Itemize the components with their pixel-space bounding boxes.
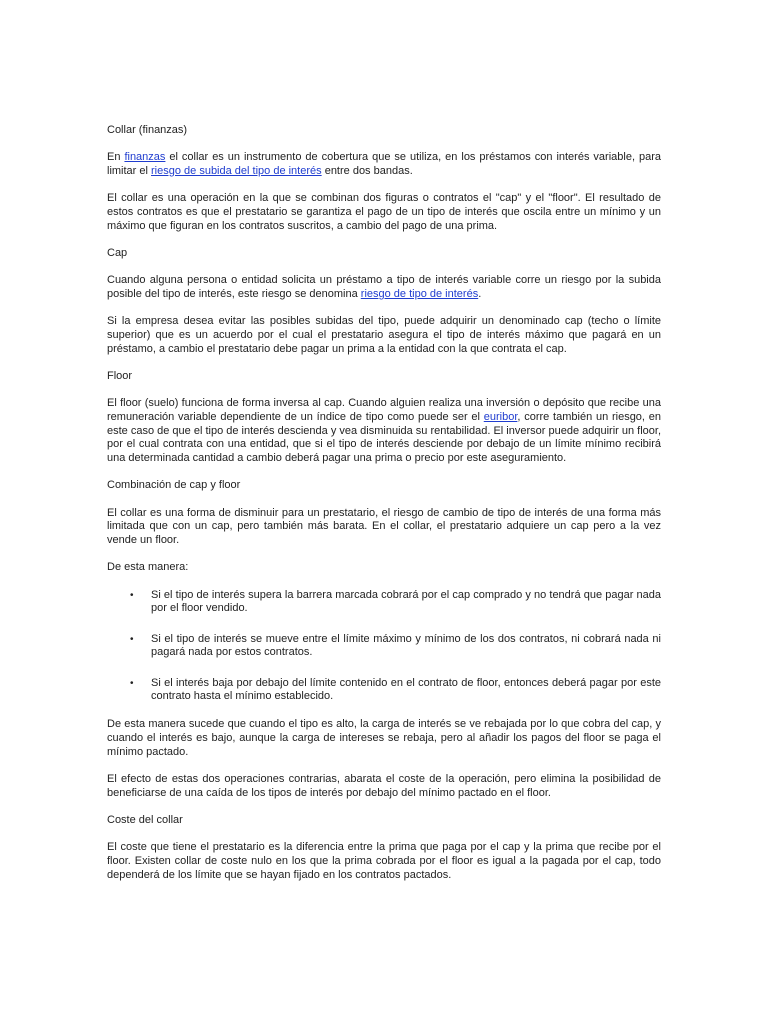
combination-paragraph-3: De esta manera sucede que cuando el tipo es alto, la carga de interés se ve rebajada por lo que cobra del cap, y cuando el interés es bajo, aunque la carga de intereses se rebaja, pero al añadir los pagos del floor se paga el mínimo pactado. <box>107 718 661 758</box>
floor-paragraph-1 <box>107 397 661 466</box>
document-body <box>107 124 661 896</box>
link-finanzas[interactable]: finanzas <box>124 151 166 164</box>
combination-paragraph-2: De esta manera: <box>107 561 189 574</box>
bullet-list <box>107 589 661 705</box>
intro-text-b: el collar es un instrumento de cobertura que se utiliza, en los préstamos con interés variable, para limitar el <box>107 151 661 177</box>
bullet-icon: • <box>130 633 134 645</box>
cap-text-b: . <box>478 287 482 300</box>
list-item <box>107 633 661 661</box>
cap-paragraph-2: Si la empresa desea evitar las posibles subidas del tipo, puede adquirir un denominado cap (techo o límite superior) que es un acuerdo por el cual el prestatario asegura el tipo de interés máximo que pagará en un préstamo, a cambio el prestatario debe pagar un prima a la entidad con la que contrata el cap. <box>107 315 661 355</box>
link-riesgo-subida[interactable]: riesgo de subida del tipo de interés <box>151 164 322 177</box>
document-title: Collar (finanzas) <box>107 124 188 136</box>
cap-paragraph-1 <box>107 274 661 302</box>
intro-text-c: entre dos bandas. <box>321 164 413 177</box>
list-item <box>107 677 661 705</box>
cost-paragraph-1: El coste que tiene el prestatario es la diferencia entre la prima que paga por el cap y la prima que recibe por el floor. Existen collar de coste nulo en los que la prima cobrada por el floor es igual a la pagada por el cap, todo dependerá de los límite que se hayan fijado en los contratos pactados. <box>107 841 661 881</box>
bullet-icon: • <box>130 589 134 601</box>
link-euribor[interactable]: euribor <box>483 410 518 423</box>
section-heading-floor: Floor <box>107 369 133 382</box>
intro-paragraph-1 <box>107 151 661 179</box>
bullet-icon: • <box>130 677 134 689</box>
cap-text-a: Cuando alguna persona o entidad solicita un préstamo a tipo de interés variable corre un riesgo por la subida posible del tipo de interés, este riesgo se denomina <box>107 274 661 300</box>
combination-paragraph-4: El efecto de estas dos operaciones contrarias, abarata el coste de la operación, pero elimina la posibilidad de beneficiarse de una caída de los tipos de interés por debajo del mínimo pactado en el floor. <box>107 772 661 799</box>
intro-text-a: En <box>107 151 125 164</box>
list-item-text: Si el interés baja por debajo del límite contenido en el contrato de floor, entonces deberá pagar por este contrato hasta el mínimo establecido. <box>151 676 661 703</box>
floor-text-a: El floor (suelo) funciona de forma inversa al cap. Cuando alguien realiza una inversión o depósito que recibe una remuneración variable dependiente de un índice de tipo como puede ser el <box>107 397 661 423</box>
section-heading-cap: Cap <box>107 246 128 259</box>
intro-paragraph-2: El collar es una operación en la que se combinan dos figuras o contratos el "cap" y el "floor". El resultado de estos contratos es que el prestatario se garantiza el pago de un tipo de interés que oscila entre un mínimo y un máximo que figuran en los contratos suscritos, a cambio del pago de una prima. <box>107 192 661 232</box>
floor-text-b: , corre también un riesgo, en este caso de que el tipo de interés descienda y vea disminuida su rentabilidad. El inversor puede adquirir un floor, por el cual contrata con una entidad, que si el tipo de interés desciende por debajo de un límite mínimo recibirá una determinada cantidad a cambio deberá pagar una prima o precio por este aseguramiento. <box>107 410 662 465</box>
list-item-text: Si el tipo de interés supera la barrera marcada cobrará por el cap comprado y no tendrá que pagar nada por el floor vendido. <box>151 588 661 615</box>
section-heading-cost: Coste del collar <box>107 813 183 826</box>
list-item-text: Si el tipo de interés se mueve entre el límite máximo y mínimo de los dos contratos, ni cobrará nada ni pagará nada por estos contratos. <box>151 632 661 659</box>
list-item <box>107 589 661 617</box>
link-riesgo-tipo-interes[interactable]: riesgo de tipo de interés <box>360 287 479 300</box>
section-heading-combination: Combinación de cap y floor <box>107 479 241 492</box>
combination-paragraph-1: El collar es una forma de disminuir para un prestatario, el riesgo de cambio de tipo de interés de una forma más limitada que con un cap, pero también más barata. En el collar, el prestatario adquiere un cap pero a la vez vende un floor. <box>107 506 661 547</box>
